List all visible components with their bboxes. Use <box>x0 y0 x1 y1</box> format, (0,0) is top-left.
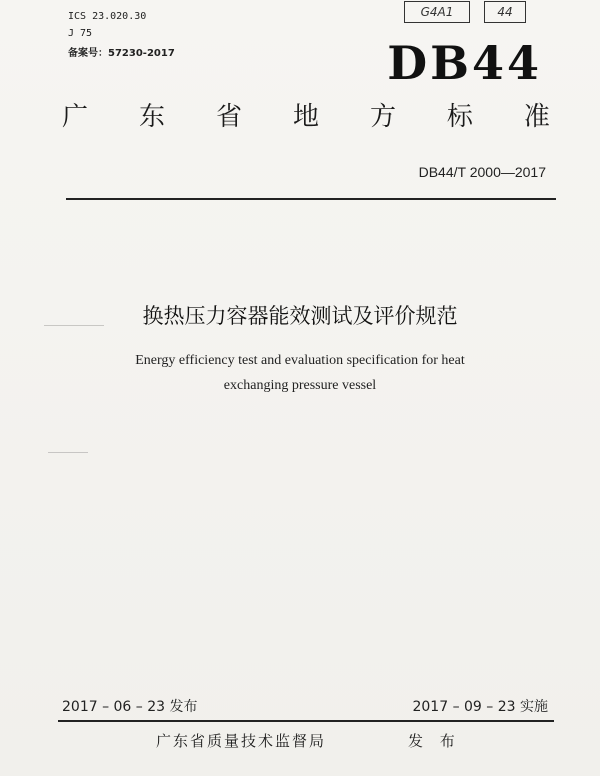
standard-type-char: 准 <box>523 102 550 132</box>
issued-label: 发 布 <box>408 732 461 750</box>
standard-type-char: 东 <box>138 102 165 132</box>
scan-artifact <box>44 325 104 326</box>
handwritten-box-2: 44 <box>484 1 526 23</box>
title-chinese: 换热压力容器能效测试及评价规范 <box>142 304 458 328</box>
filing-number: 备案号：57230-2017 <box>68 48 175 59</box>
bottom-divider <box>58 720 554 722</box>
title-english-line-2: exchanging pressure vessel <box>223 378 377 393</box>
standard-type-char: 地 <box>292 102 319 132</box>
standard-type-char: 省 <box>215 102 242 132</box>
scan-artifact <box>48 452 88 453</box>
handwritten-box-1: G4A1 <box>404 1 470 23</box>
title-english-line-1: Energy efficiency test and evaluation specification for heat <box>135 353 465 368</box>
standard-type-char: 标 <box>446 102 473 132</box>
issuing-authority: 广东省质量技术监督局 <box>156 732 327 750</box>
ics-code: ICS 23.020.30 <box>68 11 147 22</box>
standard-code: DB44 <box>387 36 542 90</box>
ccs-code: J 75 <box>68 28 93 39</box>
top-divider <box>66 198 556 200</box>
standard-number: DB44/T 2000—2017 <box>418 164 546 180</box>
standard-type-char: 方 <box>369 102 396 132</box>
issue-date: 2017 – 06 – 23 发布 <box>62 699 198 715</box>
implementation-date: 2017 – 09 – 23 实施 <box>412 699 548 715</box>
standard-type-char: 广 <box>62 102 89 132</box>
standard-type <box>62 96 550 133</box>
